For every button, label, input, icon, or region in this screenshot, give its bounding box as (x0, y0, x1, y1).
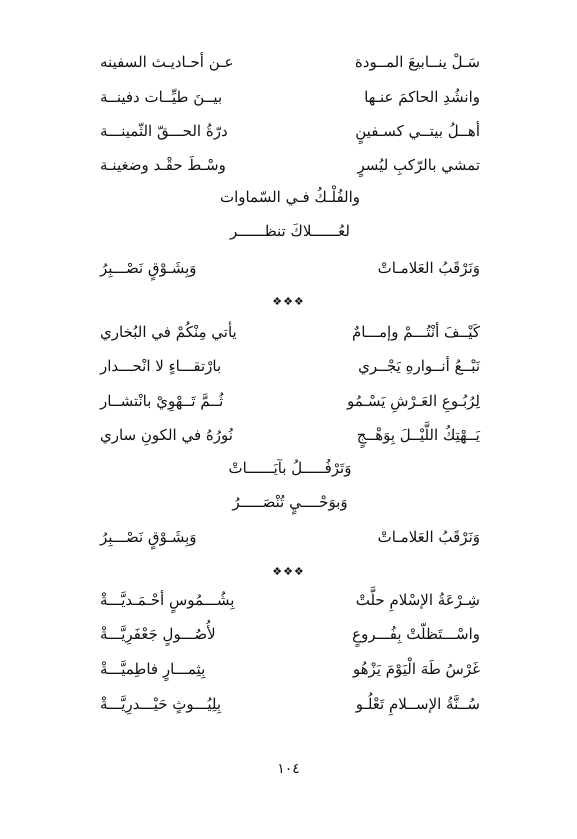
refrain-line (100, 254, 480, 282)
verse-line (100, 387, 480, 415)
verse-hemistich-right: نَبْــعُ أنــوارهِ يَجْــري (358, 357, 480, 375)
verse-hemistich-right: وانشُدِ الحاكمَ عنـها (364, 88, 480, 106)
centered-verse: وَبوَحْــــيٍ تُنْصَـــــرُ (232, 493, 348, 511)
refrain-hemistich-left: وَبِشَـوْقٍ نَصْـــبِرُ (100, 259, 197, 277)
stanza-divider: ❖❖❖ (272, 295, 305, 308)
verse-hemistich-right: كَيْــفَ أنْتُـــمْ وإمـــامٌ (351, 323, 480, 341)
refrain-hemistich-right: وَنَرْقَبُ العَلامـاتْ (377, 528, 480, 546)
verse-line (100, 318, 480, 346)
page-number: ١٠٤ (277, 761, 300, 777)
verse-hemistich-right: سُــنَّةُ الإســلامِ تَعْلُـو (355, 695, 480, 713)
verse-line (100, 352, 480, 380)
verse-hemistich-left: بيــنَ طيِّــات دفينــة (100, 88, 223, 106)
verse-line (100, 586, 480, 614)
centered-verse: والفُلْـكُ فـي السّماوات (219, 188, 361, 206)
verse-hemistich-left: بارْتقـــاءٍ لا انْحـــدار (100, 357, 222, 375)
verse-hemistich-right: يَــهْتِكُ اللَّيْــلَ بِوَهْــجٍ (356, 426, 480, 444)
verse-line (100, 690, 480, 718)
verse-hemistich-right: تمشي بالرّكبِ ليُسرٍ (357, 156, 480, 174)
verse-line (100, 48, 480, 76)
verse-hemistich-left: بِثِمـــارٍ فاطِميَّـــةْ (100, 660, 206, 678)
verse-hemistich-right: واسْـــتَظلّتْ بِفُـــروعٍ (352, 625, 480, 643)
verse-line (100, 620, 480, 648)
verse-hemistich-left: بِشُـــمُوسٍ أحْـمَـديَّـــةْ (100, 591, 235, 609)
verse-hemistich-left: يأتي مِنْكُمْ في البُخاري (100, 323, 237, 341)
verse-hemistich-left: درّةُ الحـــقّ الثّمينـــة (100, 122, 228, 140)
verse-hemistich-right: سَـلْ ينــابيعَ المــودة (354, 53, 480, 71)
verse-line (100, 421, 480, 449)
refrain-hemistich-left: وَبِشَـوْقٍ نَصْـــبِرُ (100, 528, 197, 546)
verse-line (100, 83, 480, 111)
centered-verse: لعُــــــلاكَ تنظــــــر (230, 222, 350, 240)
verse-hemistich-left: نُورُهُ في الكونِ ساري (100, 426, 233, 444)
verse-hemistich-right: غَرْسُ طَهَ الْيَوْمَ يَزْهُو (352, 660, 480, 678)
stanza-divider: ❖❖❖ (272, 565, 305, 578)
verse-hemistich-left: وسْـطَ حقْـد وضغينـة (100, 156, 226, 174)
refrain-line (100, 523, 480, 551)
verse-line (100, 655, 480, 683)
verse-hemistich-left: لأُصُـــولٍ جَعْفَرِيَّـــةْ (100, 625, 216, 643)
verse-hemistich-right: شِـرْعَةُ الإسْلامِ حلَّتْ (355, 591, 480, 609)
verse-hemistich-right: أهــلُ بيتــي كسـفينٍ (355, 122, 480, 140)
verse-line (100, 151, 480, 179)
verse-hemistich-left: ثُــمَّ تَــهْوِيْ بانْتشــار (100, 392, 224, 410)
verse-hemistich-right: لِرُبُـوعِ العَـرْشِ يَسْـمُو (347, 392, 480, 410)
centered-verse: وَتَرْفُـــــلُ بآيَــــــاتْ (228, 459, 352, 477)
refrain-hemistich-right: وَنَرْقَبُ العَلامـاتْ (377, 259, 480, 277)
verse-hemistich-left: عـن أحـاديـث السفينه (100, 53, 234, 71)
verse-hemistich-left: بِلِيُـــوثٍ حَيْـــدرِيَّـــةْ (100, 695, 221, 713)
verse-line (100, 117, 480, 145)
